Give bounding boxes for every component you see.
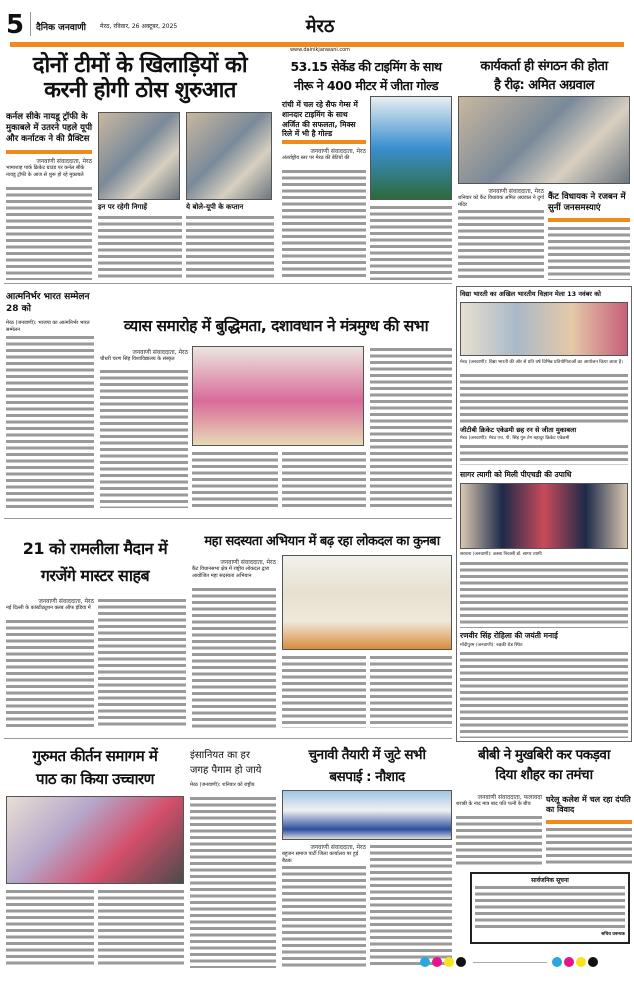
- article-body: [6, 185, 92, 280]
- article-body: [546, 826, 632, 866]
- cyan-dot: [552, 957, 562, 967]
- photo-caption: इन पर रहेगी निगाहें: [98, 203, 147, 211]
- byline: जनवाणी संवाददाता, फलावदा: [477, 794, 542, 801]
- headline-line: चुनावी तैयारी में जुटे सभी: [308, 747, 426, 763]
- headline-line: कार्यकर्ता ही संगठन की होता: [480, 59, 608, 74]
- brief-body: [460, 372, 628, 424]
- article-body: [370, 346, 452, 508]
- lead: बहुजन समाज पार्टी जिला कार्यालय पर हुई बैठक: [282, 851, 359, 864]
- headline-line: गुरुमत कीर्तन समागम में: [32, 747, 158, 765]
- meeting-photo: [458, 96, 630, 184]
- magenta-dot: [432, 957, 442, 967]
- byline: जनवाणी संवाददाता, मेरठ: [488, 188, 544, 195]
- cricket-photo: [98, 112, 180, 200]
- black-dot: [456, 957, 466, 967]
- article-body: [98, 888, 184, 968]
- headline-line: गरजेंगे मास्टर साहब: [40, 566, 150, 586]
- lead: मेरठ (जनवाणी): भाजपा का आत्मनिर्भर भारत सम्मेलन: [6, 320, 90, 333]
- byline: जनवाणी संवाददाता, मेरठ: [310, 844, 366, 851]
- brief-headline: जीटीबी क्रिकेट एकेडमी छह रन से जीता मुकाबला: [460, 426, 577, 434]
- lead: भामाशाह पार्क क्रिकेट ग्राउंड पर कर्नल सीके नायडू ट्रॉफी के आज से शुरू हो रहे मुकाबले: [6, 165, 85, 178]
- article-body: [548, 225, 630, 280]
- headline-line: जगह पैगाम हो जाये: [190, 765, 262, 776]
- article-body: [190, 795, 276, 968]
- headline-line: पाठ का किया उच्चारण: [36, 770, 154, 789]
- headline: व्यास समारोह में बुद्धिमता, दशावधान ने मंत्रमुग्ध की सभा: [123, 317, 429, 335]
- athlete-photo: [370, 96, 452, 200]
- lead: अंतर्राष्ट्रीय स्तर पर मेरठ की बेटियों की: [282, 155, 350, 161]
- headline: [456, 745, 632, 786]
- headline: आत्मनिर्भर भारत सम्मेलन 28 को: [6, 292, 90, 314]
- lead: शराबी के नाद मात्र बाद पति पत्नी के बीच: [456, 801, 531, 807]
- article-body: [370, 654, 452, 728]
- article-body: [282, 450, 366, 508]
- article-body: [370, 843, 452, 968]
- lead: कैंट विधानसभा क्षेत्र में राष्ट्रीय लोकदल द्वारा आयोजित महा सदस्यता अभियान: [192, 566, 270, 579]
- subheadline: कैंट विधायक ने रजबन में सुनीं जनसमस्याएं: [548, 192, 626, 214]
- article-body: [458, 208, 544, 280]
- lead: चौधरी चरण सिंह विश्वविद्यालय के संस्कृत: [100, 356, 175, 362]
- article-body: [370, 204, 452, 280]
- brief-photo: [460, 302, 628, 356]
- divider: [473, 962, 547, 963]
- headline: [4, 745, 186, 792]
- brief-body: [460, 443, 628, 465]
- batsman-photo: [186, 112, 272, 200]
- headline-line: बीबी ने मुखबिरी कर पकड़वा: [478, 747, 610, 763]
- subheadline: कर्नल सीके नायडू ट्रॉफी के मुकाबले में उतरने पहले यूपी और कर्नाटक ने की प्रैक्टिस: [6, 112, 93, 145]
- byline: जनवाणी संवाददाता, मेरठ: [220, 559, 276, 566]
- city-title: मेरठ: [305, 16, 335, 37]
- headline-line: दिया शौहर का तमंचा: [495, 767, 593, 784]
- headline-line: दोनों टीमों के खिलाड़ियों को: [32, 53, 248, 78]
- article-body: [282, 654, 366, 728]
- brief-headline: रणवीर सिंह रोहिला की जयंती मनाई: [460, 631, 558, 640]
- headline-line: बसपाई : नौशाद: [329, 768, 405, 785]
- lead: नई दिल्ली के कांस्टीट्यूशन क्लब ऑफ इंडिया में: [6, 605, 91, 611]
- orange-bar: [548, 218, 630, 222]
- article-body: [98, 597, 186, 728]
- lead: मेरठ (जनवाणी): शनिवार को राष्ट्रीय: [190, 782, 255, 788]
- headline: [456, 58, 632, 96]
- bsp-meeting-photo: [282, 790, 452, 840]
- lead: शनिवार को कैंट विधायक अमित अग्रवाल ने दुर्गा मंदिर: [458, 195, 544, 208]
- headline: [4, 53, 276, 104]
- photo-caption: ये बोले-यूपी के कप्तान: [186, 203, 244, 211]
- article-body: [6, 888, 94, 968]
- byline: जनवाणी संवाददाता, मेरठ: [310, 148, 366, 155]
- headline: [190, 748, 278, 778]
- orange-bar: [546, 820, 632, 824]
- headline-line: नीरू ने 400 मीटर में जीता गोल्ड: [293, 77, 439, 93]
- article-body: [98, 214, 182, 280]
- headline-line: 21 को रामलीला मैदान में: [22, 539, 168, 558]
- headline: [282, 745, 452, 788]
- registration-marks: [420, 952, 632, 966]
- article-body: [192, 450, 278, 508]
- brief-lead: मेरठ (जनवाणी): विद्या भारती की ओर से प्रति वर्ष विभिन्न प्रतियोगिताओं का आयोजन किया जाता है।: [460, 360, 623, 365]
- website-link[interactable]: www.dainikjanwani.com: [289, 47, 351, 53]
- cyan-dot: [420, 957, 430, 967]
- headline-line: है रीढ़: अमित अग्रवाल: [494, 77, 594, 93]
- article-body: [282, 864, 366, 968]
- brief-body: [460, 650, 628, 738]
- divider: [4, 283, 452, 284]
- article-body: [186, 214, 274, 280]
- page-number: 5: [6, 10, 25, 40]
- headline: महा सदस्यता अभियान में बढ़ रहा लोकदल का कुनबा: [204, 534, 440, 549]
- brief-lead: मेरठ (जनवाणी): मेरठ एच. पी. सिंह गुरु तेग बहादुर क्रिकेट एकेडमी: [460, 436, 570, 441]
- yellow-dot: [576, 957, 586, 967]
- headline-line: करनी होगी ठोस शुरुआत: [44, 78, 236, 104]
- article-body: [6, 618, 94, 728]
- black-dot: [588, 957, 598, 967]
- orange-bar: [282, 140, 366, 144]
- headline-line: 53.15 सेकेंड की टाइमिंग के साथ: [290, 59, 442, 74]
- magenta-dot: [564, 957, 574, 967]
- notice-body: [475, 884, 625, 930]
- divider: [30, 12, 31, 36]
- ceremony-photo: [192, 346, 364, 446]
- brief-headline: सागर त्यागी को मिली पीएचडी की उपाधि: [460, 470, 572, 479]
- article-body: [6, 334, 94, 508]
- phd-photo: [460, 483, 628, 549]
- byline: जनवाणी संवाददाता, मेरठ: [36, 158, 92, 165]
- divider: [4, 738, 452, 739]
- article-body: [282, 168, 366, 280]
- article-body: [100, 368, 188, 508]
- rld-event-photo: [282, 555, 452, 650]
- brief-lead: मोदीपुरम (जनवाणी): रुड़की रोड स्थित: [460, 643, 523, 648]
- divider: [4, 518, 452, 519]
- byline: जनवाणी संवाददाता, मेरठ: [38, 598, 94, 605]
- headline-line: इंसानियत का हर: [190, 750, 250, 761]
- headline: [4, 535, 186, 589]
- dateline: मेरठ, रविवार, 26 अक्टूबर, 2025: [100, 23, 178, 30]
- headline: [280, 58, 452, 96]
- subheadline: रांची में चल रहे सैफ गेम्स में शानदार टाइमिंग के साथ अर्जित की सफलता, मिक्स रिले में भी है गोल्ड: [282, 100, 358, 139]
- article-body: [192, 586, 276, 728]
- kirtan-photo: [6, 796, 184, 884]
- orange-bar: [6, 150, 92, 154]
- paper-name: दैनिक जनवाणी: [36, 23, 86, 33]
- brief-body: [460, 560, 628, 628]
- article-body: [456, 814, 542, 866]
- brief-headline: विद्या भारती का अखिल भारतीय विज्ञान मेला 13 नवंबर को: [460, 290, 601, 298]
- yellow-dot: [444, 957, 454, 967]
- brief-lead: सरधना (जनवाणी): कस्बा निवासी डॉ. सागर त्यागी: [460, 552, 542, 557]
- byline: जनवाणी संवाददाता, मेरठ: [132, 349, 188, 356]
- notice-signature: सचिव प्रबन्धक: [601, 932, 625, 937]
- subheadline: घरेलू कलेश में चल रहा दंपति का विवाद: [546, 795, 631, 815]
- notice-title: सार्वजनिक सूचना: [531, 877, 569, 884]
